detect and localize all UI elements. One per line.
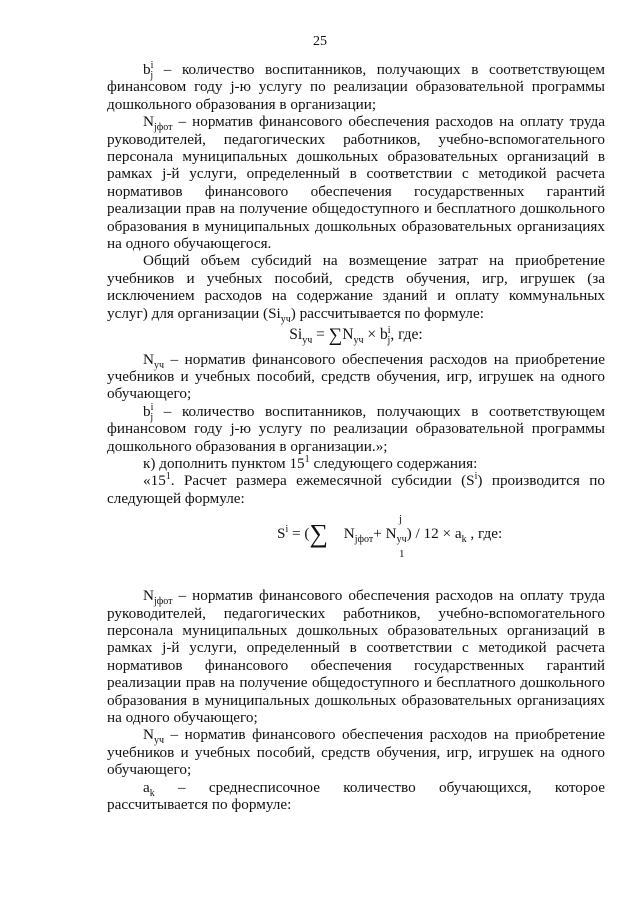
paragraph-njfot-definition-2: $N_{jфот}$ – норматив финансового обеспечения расходов на оплату труда руководителей, педагогических работников, учебно-вспомогательного персонала муниципальных дошкольных образовательных организаций в рамках j-й услуги, определенный в соответствии с методикой расчета нормативов финансового обеспечения государственных гарантий реализации прав на получение общедоступного и бесплатного дошкольного образования в муниципальных дошкольных образовательных организациях на одного обучающего;	[107, 587, 605, 726]
paragraph-ak-definition: $a_k$ – среднесписочное количество обучающихся, которое	[143, 778, 605, 799]
paragraph-bij-definition-2: $b^i_j$ – количество воспитанников, получающих в соответствующем финансовом году j-ю услугу по реализации образовательной программы дошкольного образования в организации.»;	[107, 401, 605, 455]
page-number: 25	[313, 34, 327, 49]
sum-lower-limit: 1	[399, 548, 405, 561]
paragraph-add-point: к) дополнить пунктом $15^1$ следующего содержания:	[143, 453, 478, 472]
paragraph-total-subsidy: Общий объем субсидий на возмещение затрат на приобретение учебников и учебных пособий, средств обучения, игр, игрушек (за исключением расходов на содержание зданий и оплату коммунальных услуг) для организации $(Si_{уч})$ рассчитывается по формуле:	[107, 252, 605, 325]
paragraph-monthly-subsidy: «$15^1$. Расчет размера ежемесячной субсидии $(S^i)$ производится по следующей формуле:	[107, 471, 605, 507]
paragraph-bij-definition: $b^i_j$ – количество воспитанников, получающих в соответствующем финансовом году j-ю услугу по реализации образовательной программы дошкольного образования в организации;	[107, 59, 605, 113]
paragraph-nuch-definition: $N_{уч}$ – норматив финансового обеспечения расходов на приобретение учебников и учебных пособий, средств обучения, игр, игрушек на одного обучающего;	[107, 350, 605, 403]
sum-upper-limit: j	[399, 513, 403, 526]
formula-s-i: $S^i$ = (∑ j 1 $N_{jфот}+ N_{уч}) / 12 \times a_k$ , где:	[107, 511, 605, 565]
formula-si-uch: $Si_{уч} = \sum N_{уч} \times b^i_j$, где:	[289, 324, 423, 347]
paragraph-njfot-definition: $N_{jфот}$ – норматив финансового обеспечения расходов на оплату труда руководителей, педагогических работников, учебно-вспомогательного персонала муниципальных дошкольных образовательных организаций в рамках j-й услуги, определенный в соответствии с методикой расчета нормативов финансового обеспечения государственных гарантий реализации прав на получение общедоступного и бесплатного дошкольного образования в муниципальных дошкольных образовательных организациях на одного обучающегося.	[107, 113, 605, 253]
document-body	[107, 61, 605, 813]
paragraph-ak-continuation: рассчитывается по формуле:	[107, 796, 292, 814]
paragraph-nuch-definition-2: $N_{уч}$ – норматив финансового обеспечения расходов на приобретение учебников и учебных пособий, средств обучения, игр, игрушек на одного обучающего;	[107, 726, 605, 779]
sigma-symbol: ∑	[309, 519, 328, 549]
